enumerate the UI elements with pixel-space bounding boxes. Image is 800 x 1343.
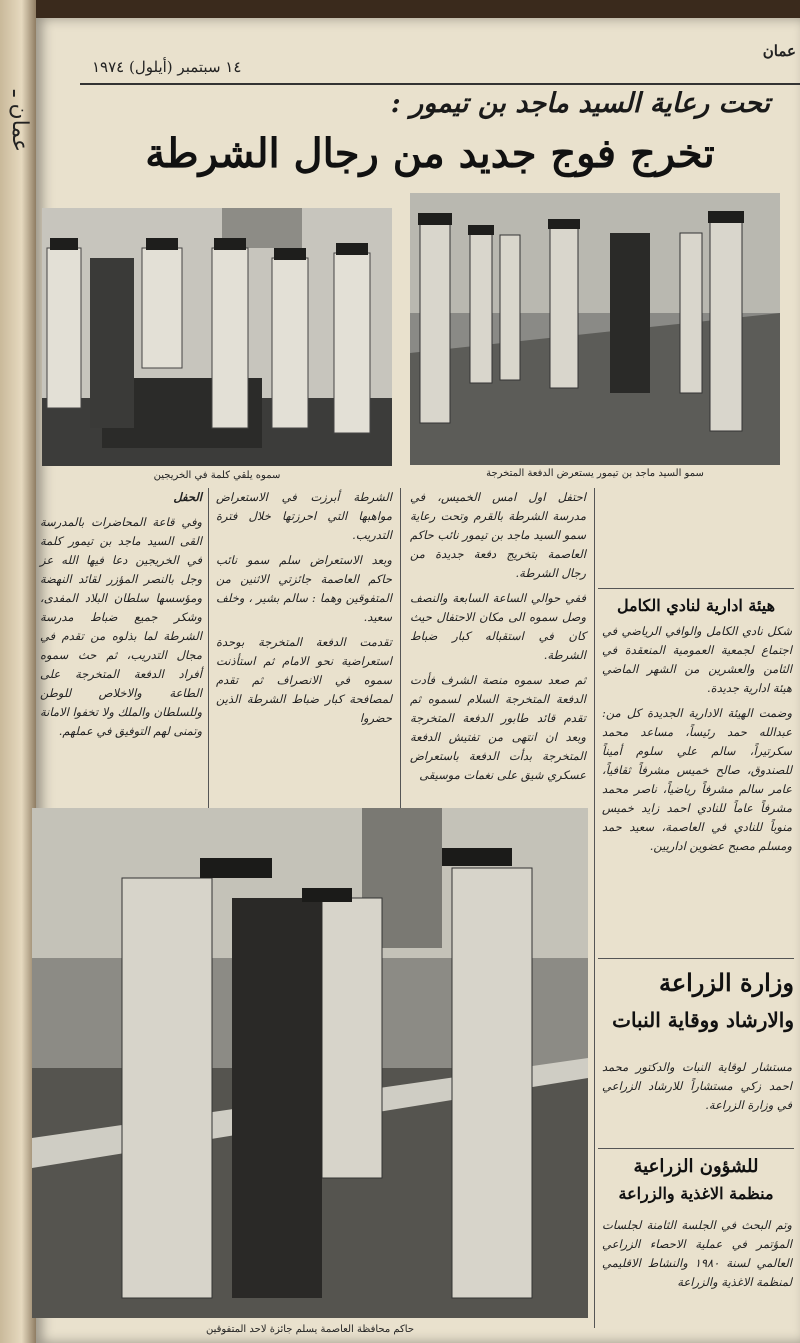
- adjacent-page-edge: [0, 0, 36, 1343]
- article-paragraph: وفي قاعة المحاضرات بالمدرسة القى السيد ماجد بن تيمور كلمة في الخريجين دعا فيها الله عز وجل بالنصر المؤزر لقائد النهضة ومؤسسها سلطان البلاد المفدى، وشكر جميع ضباط مدرسة الشرطة لما بذلوه من تقدم في مجال التدريب، ثم حث سموه أفراد الدفعة المتخرجة على الطاعة والاخلاص للوطن وللسلطان والملك ولا تخفوا الامانة وتمنى لهم التوفيق في عملهم.: [40, 515, 202, 738]
- caption-speech: سموه يلقي كلمة في الخريجين: [153, 470, 281, 481]
- sidebar-box3-subtitle: منظمة الاغذية والزراعة: [618, 1184, 774, 1203]
- issue-date: ١٤ سبتمبر (أيلول) ١٩٧٤: [92, 58, 242, 76]
- column-divider: [208, 488, 209, 808]
- sidebar-box2-title: وزارة الزراعة: [658, 968, 794, 997]
- main-headline: تخرج فوج جديد من رجال الشرطة: [145, 130, 715, 177]
- newspaper-page: [36, 18, 800, 1343]
- photo-speech: [42, 208, 392, 466]
- sidebar-divider: [594, 488, 595, 1328]
- photo-parade-review: [410, 193, 780, 465]
- sidebar-box1-title: هيئة ادارية لنادي الكامل: [616, 596, 776, 615]
- article-paragraph: الشرطة أبرزت في الاستعراض مواهبها التي احرزتها خلال فترة التدريب.: [216, 490, 392, 542]
- article-paragraph: ثم صعد سموه منصة الشرف فأدت الدفعة المتخرجة السلام لسموه ثم تقدم قائد طابور الدفعة المتخرجة وبعد ان انتهى من تفتيش الدفعة المتخرجة بدأت الدفعة باستعراض عسكري شيق على نغمات موسيقى: [410, 673, 586, 782]
- sidebar-paragraph: مستشار لوقاية النبات والدكتور محمد احمد زكي مستشاراً للارشاد الزراعي في وزارة الزراعة.: [602, 1060, 792, 1112]
- photo-parade-review-image: [410, 193, 780, 465]
- sidebar-paragraph: شكل نادي الكامل والوافي الرياضي في اجتماع لجمعية العمومية المنعقدة في الثامن والعشرين من الشهر الماضي هيئة ادارية جديدة.: [602, 624, 792, 695]
- sidebar-box2-subtitle: والارشاد ووقاية النبات: [612, 1008, 794, 1032]
- article-column-right: [410, 488, 586, 791]
- sidebar-paragraph: وتم البحث في الجلسة الثامنة لجلسات المؤتمر في عملية الاحصاء الزراعي العالمي لسنة ١٩٨٠ والنشاط الاقليمي لمنظمة الاغذية والزراعة: [602, 1218, 792, 1289]
- article-column-left: [40, 488, 202, 747]
- headline-kicker: تحت رعاية السيد ماجد بن تيمور :: [390, 88, 770, 119]
- sidebar-paragraph: وضمت الهيئة الادارية الجديدة كل من: عبدالله حمد رئيساً، مساعد محمد سكرتيراً، سالم علي سلوم أميناً للصندوق، صالح خميس مشرفاً ثقافياً، عامر سالم مشرفاً رياضياً، ناصر محمد مشرفاً عاماً للنادي احمد زايد خميس منوباً للنادي في العاصمة، سعيد حمد ومسلم مصبح عضوين اداريين.: [602, 706, 792, 853]
- paper-name: عمان: [762, 42, 796, 60]
- caption-parade-review: سمو السيد ماجد بن تيمور يستعرض الدفعة المتخرجة: [486, 468, 704, 479]
- photo-speech-image: [42, 208, 392, 466]
- article-paragraph: تقدمت الدفعة المتخرجة بوحدة استعراضية نحو الامام ثم استأذنت سموه في الانصراف ثم تقدم لمصافحة كبار ضباط الشرطة الذين حضروا: [216, 635, 392, 725]
- sidebar-rule: [598, 588, 794, 589]
- article-column-middle: [216, 488, 392, 734]
- article-paragraph: ففي حوالي الساعة السابعة والنصف وصل سموه الى مكان الاحتفال حيث كان في استقباله كبار ضباط الشرطة.: [410, 591, 586, 662]
- photo-award-image: [32, 808, 588, 1318]
- article-subheading: الحفل: [173, 490, 202, 504]
- adjacent-page-text: عمان ـ: [7, 90, 32, 153]
- article-paragraph: احتفل اول امس الخميس، في مدرسة الشرطة بالقرم وتحت رعاية سمو السيد ماجد بن تيمور نائب حاكم العاصمة بتخريج دفعة جديدة من رجال الشرطة.: [410, 490, 586, 580]
- article-paragraph: وبعد الاستعراض سلم سمو نائب حاكم العاصمة جائزتي الاثنين من المتفوقين وهما : سالم بشير ، وخلف سعيد.: [216, 553, 392, 624]
- sidebar-box2-body: [602, 1058, 792, 1121]
- sidebar-rule: [598, 958, 794, 959]
- column-divider: [400, 488, 401, 808]
- photo-award: [32, 808, 588, 1318]
- header-rule: [80, 83, 800, 85]
- sidebar-rule: [598, 1148, 794, 1149]
- sidebar-box1-body: [602, 622, 792, 862]
- sidebar-box3-body: [602, 1216, 792, 1298]
- caption-award: حاكم محافظة العاصمة يسلم جائزة لاحد المتفوقين: [205, 1324, 415, 1335]
- sidebar-box3-title: للشؤون الزراعية: [633, 1156, 759, 1177]
